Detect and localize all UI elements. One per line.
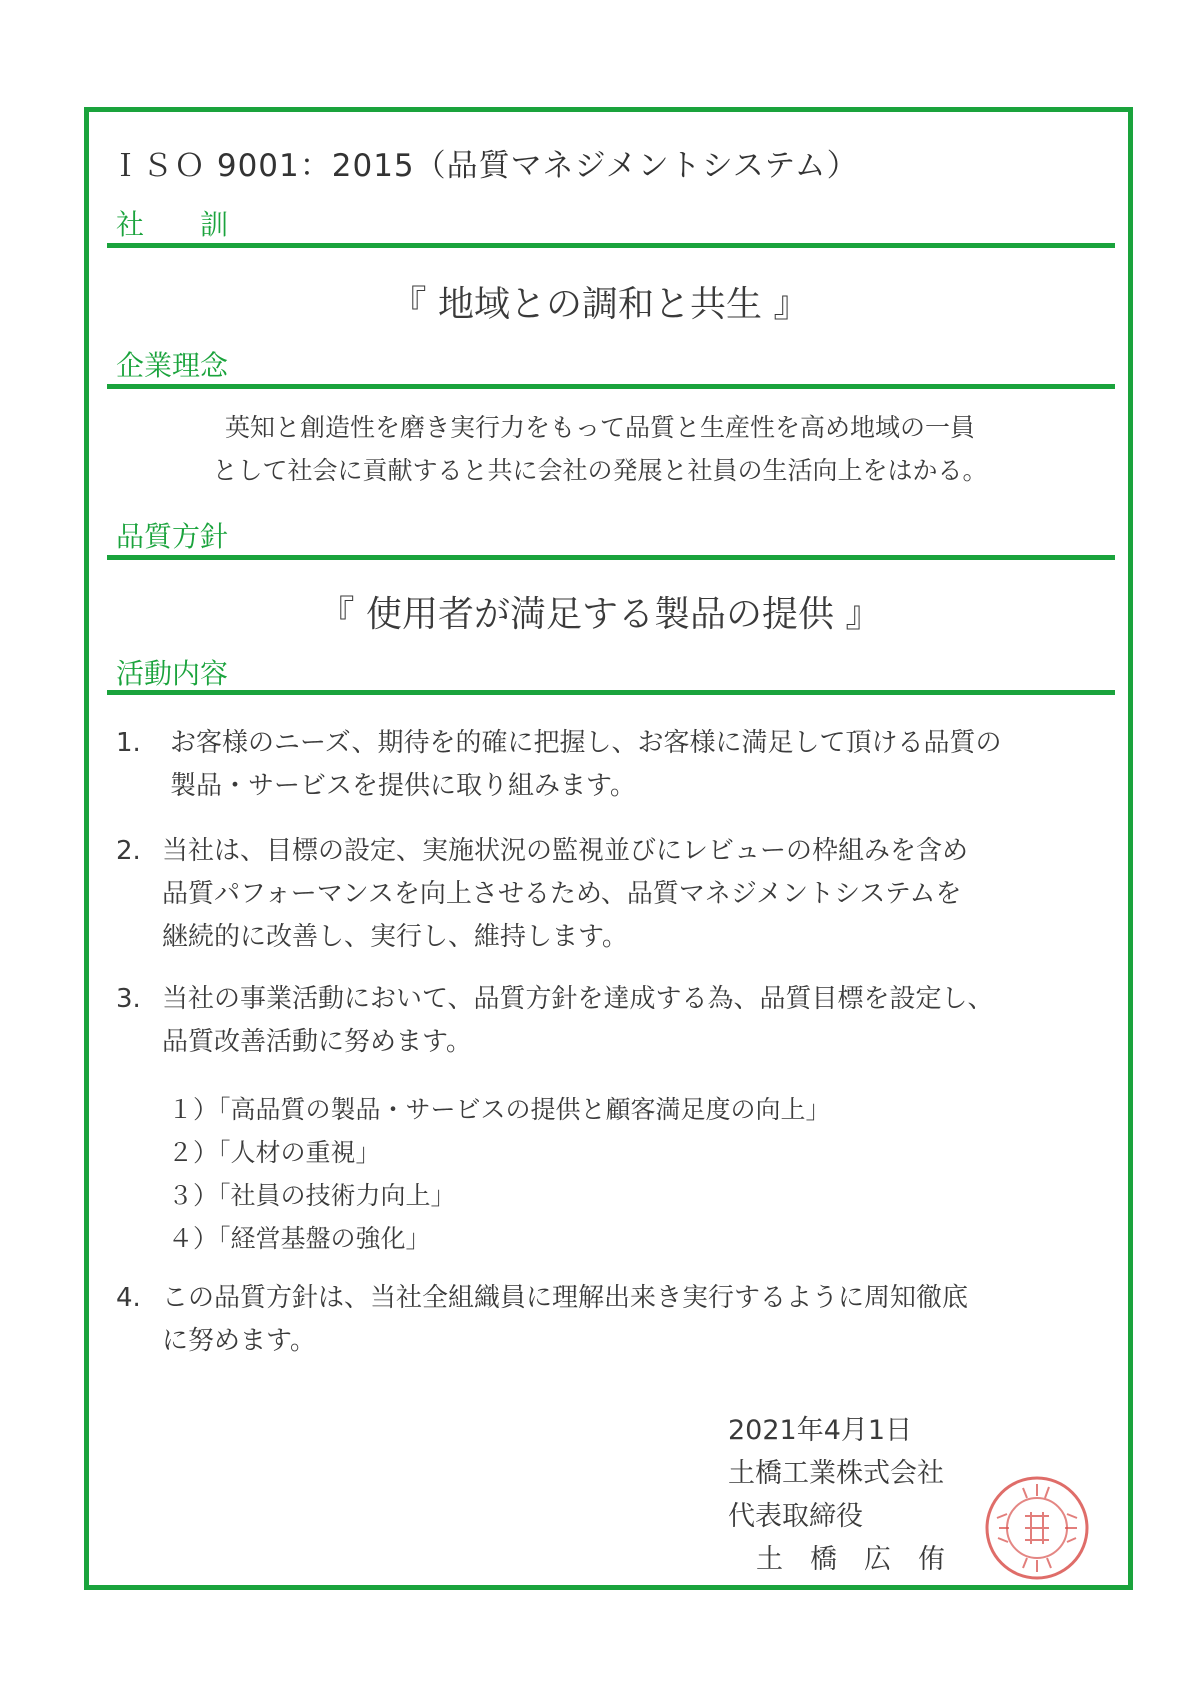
activity-item-1 [116, 722, 1116, 812]
heading-rinen: 企業理念 [116, 349, 229, 382]
signature-company: 土橋工業株式会社 [728, 1458, 944, 1489]
heading-shakun: 社 訓 [116, 208, 229, 241]
rule-shakun [107, 243, 1115, 248]
company-seal-stamp [983, 1474, 1091, 1582]
subitem-3: ３）「社員の技術力向上」 [168, 1181, 456, 1210]
item-line: お客様のニーズ、期待を的確に把握し、お客様に満足して頂ける品質の [170, 728, 1002, 758]
rule-activities [107, 690, 1115, 695]
signature-date: 2021年4月1日 [728, 1415, 913, 1446]
subitem-1: １）「高品質の製品・サービスの提供と顧客満足度の向上」 [168, 1095, 831, 1124]
heading-activities: 活動内容 [116, 657, 229, 690]
item-line: 品質パフォーマンスを向上させるため、品質マネジメントシステムを [162, 879, 962, 909]
signature-title: 代表取締役 [728, 1501, 863, 1532]
item-line: 当社の事業活動において、品質方針を達成する為、品質目標を設定し、 [162, 984, 994, 1014]
item-number: 1. [116, 728, 141, 758]
rinen-line-2: として社会に貢献すると共に会社の発展と社員の生活向上をはかる。 [212, 456, 988, 485]
rule-rinen [107, 384, 1115, 389]
item-number: 2. [116, 836, 141, 866]
rinen-text [0, 406, 1200, 492]
item-number: 3. [116, 984, 141, 1014]
rule-policy [107, 555, 1115, 560]
item-line: に努めます。 [162, 1326, 316, 1356]
subitem-2: ２）「人材の重視」 [168, 1138, 381, 1167]
activity-item-2 [116, 830, 1116, 960]
subitem-4: ４）「経営基盤の強化」 [168, 1224, 431, 1253]
shakun-motto: 『 地域との調和と共生 』 [390, 284, 810, 325]
rinen-line-1: 英知と創造性を磨き実行力をもって品質と生産性を高め地域の一員 [224, 413, 975, 442]
item-line: 当社は、目標の設定、実施状況の監視並びにレビューの枠組みを含め [162, 836, 969, 866]
signature-name: 土 橋 広 侑 [756, 1544, 945, 1575]
policy-motto: 『 使用者が満足する製品の提供 』 [318, 594, 882, 635]
item-line: 継続的に改善し、実行し、維持します。 [162, 922, 628, 952]
item-number: 4. [116, 1283, 141, 1313]
activity-item-4 [116, 1277, 1116, 1367]
heading-policy: 品質方針 [116, 520, 229, 553]
item-line: 品質改善活動に努めます。 [162, 1027, 472, 1057]
item-line: この品質方針は、当社全組織員に理解出来き実行するように周知徹底 [162, 1283, 969, 1313]
item-line: 製品・サービスを提供に取り組みます。 [170, 771, 636, 801]
activity-item-3 [116, 978, 1116, 1068]
iso-title: ＩＳＯ 9001：2015（品質マネジメントシステム） [110, 148, 859, 184]
